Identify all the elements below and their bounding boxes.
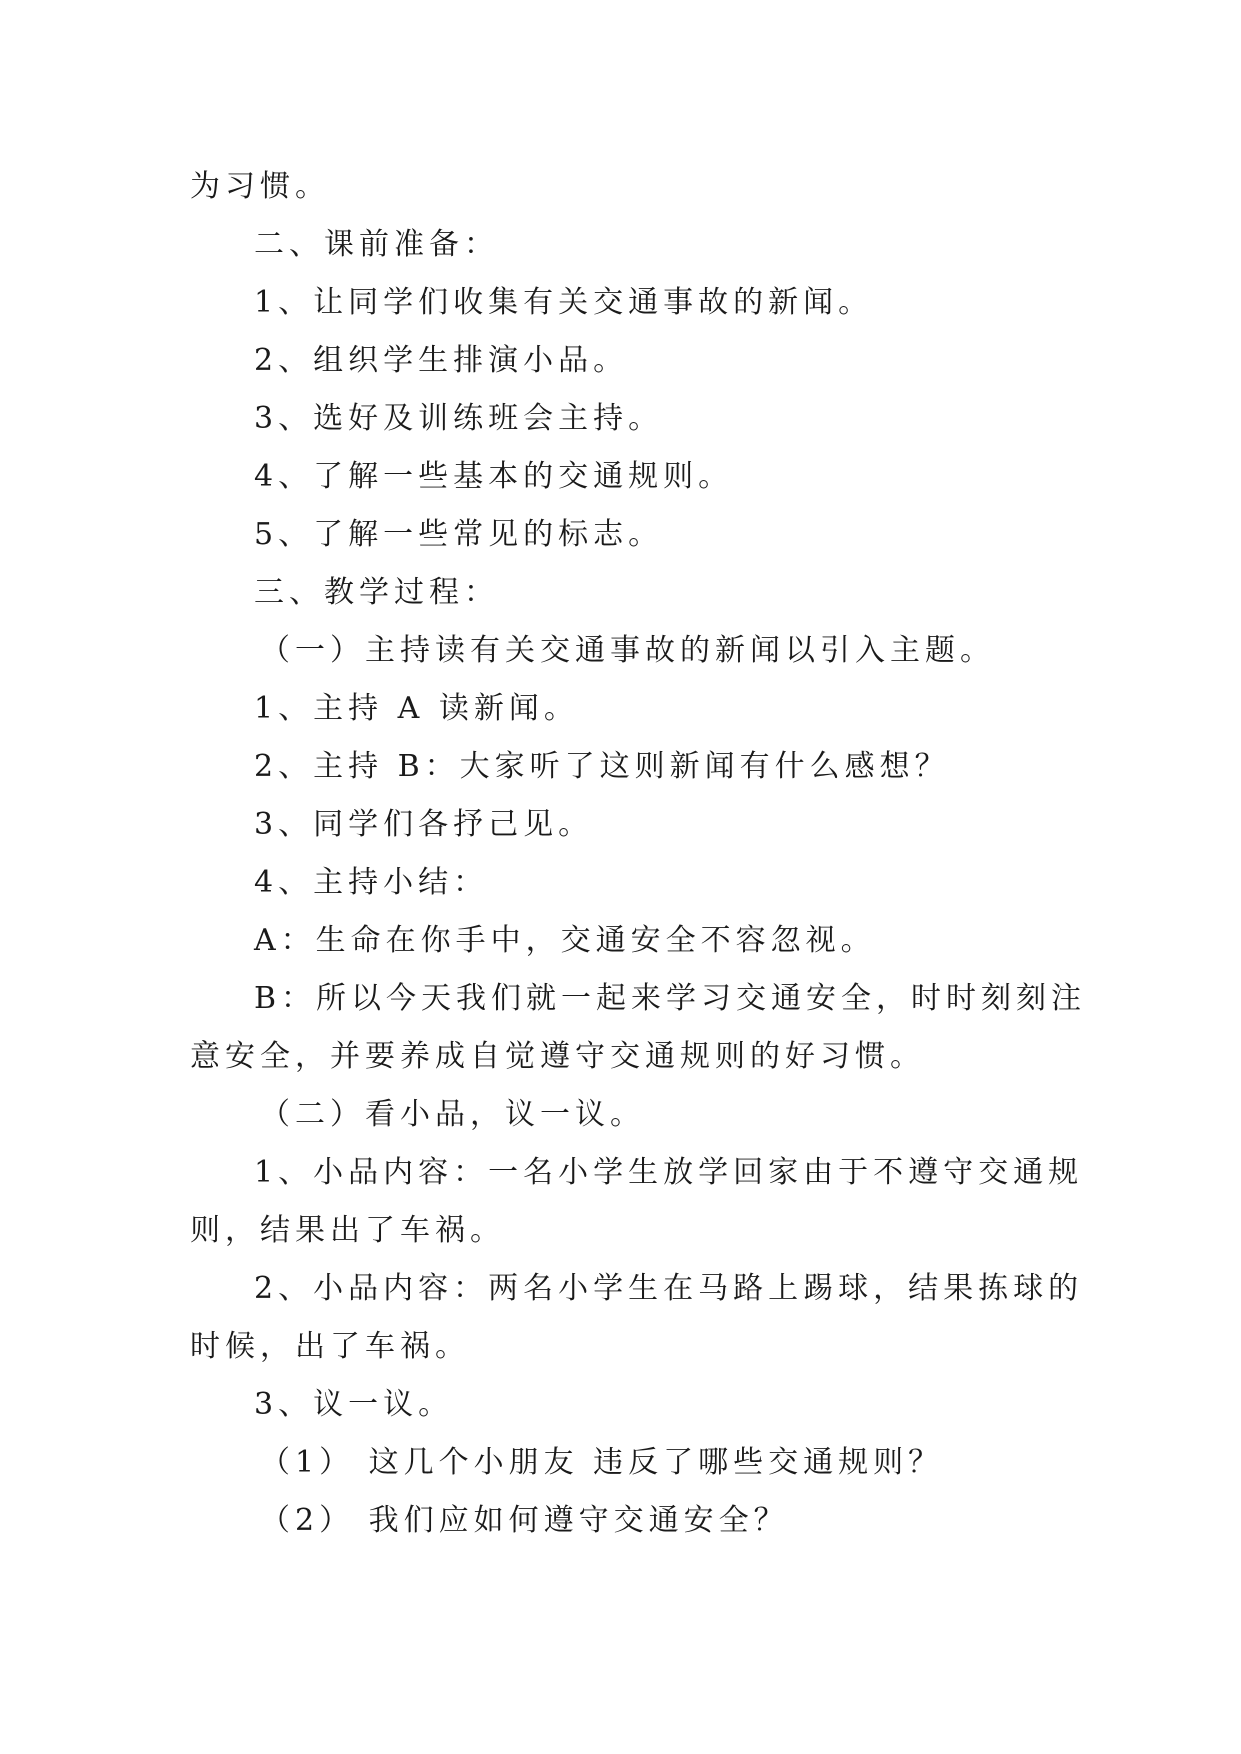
list-item: 3、同学们各抒己见。: [254, 807, 594, 842]
list-item: 4、主持小结：: [254, 865, 489, 900]
paragraph-line: 意安全，并要养成自觉遵守交通规则的好习惯。: [190, 1039, 925, 1074]
document-body: [190, 158, 1087, 1550]
section-heading: 二、课前准备：: [254, 227, 499, 262]
list-item: 2、主持 B：大家听了这则新闻有什么感想？: [254, 749, 950, 784]
list-item: 1、主持 A 读新闻。: [254, 691, 579, 726]
paragraph-line: B：所以今天我们就一起来学习交通安全，时时刻刻注: [254, 981, 1087, 1016]
question-item: （1） 这几个小朋友 违反了哪些交通规则？: [260, 1445, 944, 1480]
list-item: 3、选好及训练班会主持。: [254, 401, 664, 436]
subsection-heading: （二）看小品，议一议。: [260, 1097, 645, 1132]
list-item: 2、小品内容：两名小学生在马路上踢球，结果拣球的: [254, 1271, 1084, 1306]
paragraph-line: 时候，出了车祸。: [190, 1329, 470, 1364]
list-item: 1、小品内容：一名小学生放学回家由于不遵守交通规: [254, 1155, 1084, 1190]
paragraph-line: 则，结果出了车祸。: [190, 1213, 505, 1248]
list-item: 1、让同学们收集有关交通事故的新闻。: [254, 285, 874, 320]
list-item: 3、议一议。: [254, 1387, 454, 1422]
list-item: 4、了解一些基本的交通规则。: [254, 459, 734, 494]
section-heading: 三、教学过程：: [254, 575, 499, 610]
list-item: 2、组织学生排演小品。: [254, 343, 629, 378]
list-item: 5、了解一些常见的标志。: [254, 517, 664, 552]
paragraph-line: A：生命在你手中，交通安全不容忽视。: [254, 923, 876, 958]
question-item: （2） 我们应如何遵守交通安全？: [260, 1503, 789, 1538]
paragraph-line: 为习惯。: [190, 169, 330, 204]
subsection-heading: （一）主持读有关交通事故的新闻以引入主题。: [260, 633, 995, 668]
